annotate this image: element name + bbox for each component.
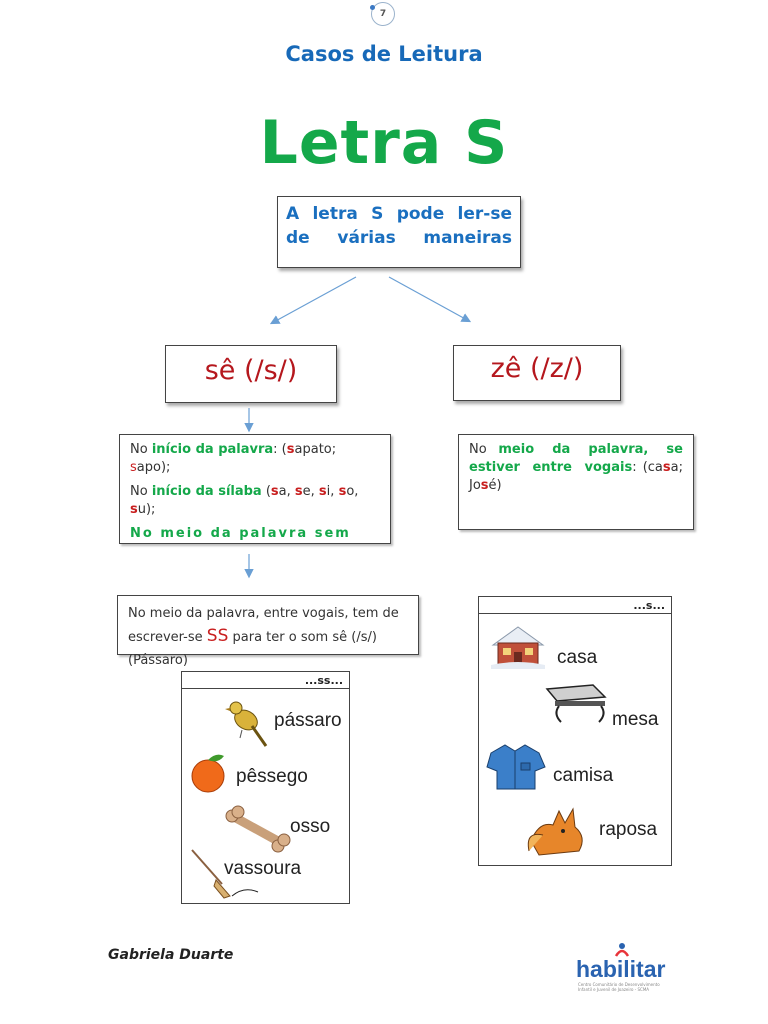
word-casa: casa xyxy=(557,647,598,668)
card-ss-header: ...ss... xyxy=(304,674,343,687)
page-title: Letra S xyxy=(259,108,509,178)
table-icon xyxy=(541,683,609,725)
arrow-to-z xyxy=(389,277,469,321)
rule-z-box: No meio da palavra, se estiver entre vogais: (casa; José) xyxy=(458,434,694,530)
sound-z-box: zê (/z/) xyxy=(453,345,621,401)
word-camisa: camisa xyxy=(553,765,614,786)
card-s-header: ...s... xyxy=(633,599,665,612)
page-number-badge: 7 xyxy=(371,2,395,26)
subtitle: Casos de Leitura xyxy=(285,42,483,66)
example-card-ss xyxy=(181,671,350,904)
word-osso: osso xyxy=(290,816,331,837)
rule-ss-box: No meio da palavra, entre vogais, tem de escrever-se SS para ter o som sê (/s/) (Pássaro) xyxy=(117,595,419,655)
bird-icon xyxy=(222,694,272,750)
habilitar-logo: habilitar Centro Comunitário de Desenvolvimento Infantil e Juvenil de Joazeiro - SCMA xyxy=(568,942,672,1000)
shirt-icon xyxy=(485,743,551,791)
house-icon xyxy=(489,623,547,669)
intro-box: A letra S pode ler-se de várias maneiras xyxy=(277,196,521,268)
arrow-to-s xyxy=(272,277,356,323)
word-mesa: mesa xyxy=(612,709,659,730)
author-name: Gabriela Duarte xyxy=(108,947,234,963)
word-pessego: pêssego xyxy=(236,766,308,787)
fox-icon xyxy=(527,801,595,859)
peach-icon xyxy=(186,750,234,794)
word-passaro: pássaro xyxy=(274,710,342,731)
example-card-s xyxy=(478,596,672,866)
rule-word-start: No início da palavra: (sapato; sapo); xyxy=(130,442,337,475)
rule-mid-word: No meio da palavra sem xyxy=(130,526,351,541)
rules-s-box xyxy=(119,434,391,544)
word-vassoura: vassoura xyxy=(224,858,302,879)
word-raposa: raposa xyxy=(599,819,658,840)
rule-syllable-start: No início da sílaba (sa, se, si, so, su); xyxy=(130,484,359,517)
sound-s-box: sê (/s/) xyxy=(165,345,337,403)
